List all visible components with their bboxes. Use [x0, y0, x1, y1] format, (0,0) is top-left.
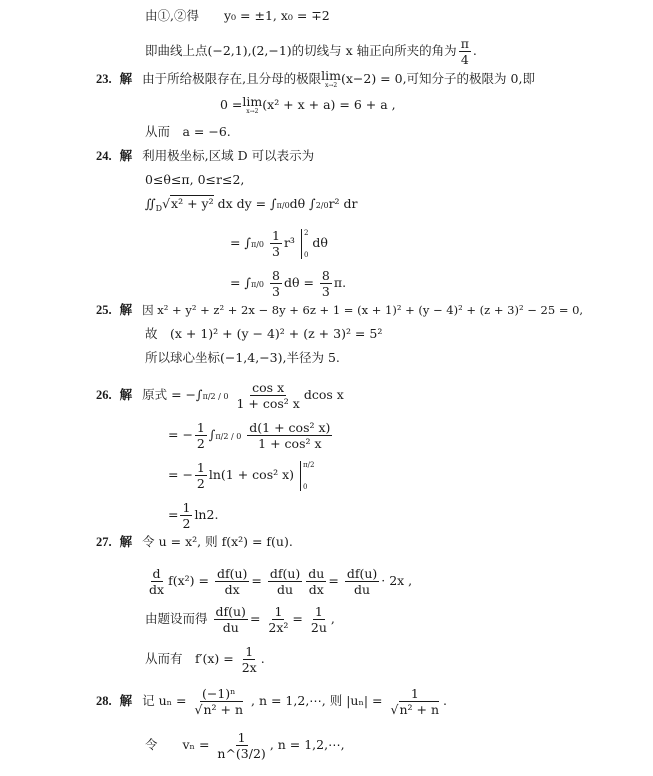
- solution-label: 解: [119, 71, 133, 86]
- p26-line2: = − $\frac{1}{2}$ ∫π/2 / 0 $\frac{\text{d(1 + cos² x)}}{\text{1 + cos² x}}$: [168, 420, 331, 451]
- fraction: $\frac{df(u)}{du}$: [269, 566, 301, 597]
- fraction: $\frac{du}{dx}$: [308, 566, 325, 597]
- p26-line1: 26. 解 原式 = −∫π/2 / 0 $\frac{\text{cos x}}{\text{1 + cos² x}}$ dcos x: [96, 380, 344, 411]
- fraction: $\frac{1}{n\^{}(3/2)}$: [217, 730, 266, 761]
- solution-label: 解: [119, 534, 133, 549]
- fraction: $\frac{1}{2}$: [182, 500, 191, 531]
- fraction: $\frac{1}{2}$: [196, 460, 205, 491]
- fraction: $\frac{\text{d(1 + cos² x)}}{\text{1 + cos² x}}$: [249, 420, 331, 451]
- p24-line1: 24. 解 利用极坐标,区域 D 可以表示为: [96, 148, 315, 163]
- fraction: $\frac{d}{dx}$: [149, 566, 165, 597]
- p24-line4: = ∫π/0 $\frac{1}{3}$ r³ 2 0 dθ: [230, 228, 328, 259]
- fraction: $\frac{1}{3}$: [272, 228, 280, 259]
- solution-label: 解: [119, 387, 133, 402]
- fraction: $\frac{1}{2u}$: [310, 604, 327, 635]
- problem-number: 23.: [96, 72, 112, 86]
- p27-line4: 从而有 f′(x) = $\frac{1}{2x}$ .: [145, 644, 265, 675]
- fraction: $\frac{1}{2x}$: [241, 644, 257, 675]
- fraction: $\frac{1}{\text{√n² + n}}$: [390, 686, 440, 717]
- evaluation-bar: [301, 229, 302, 259]
- problem-number: 25.: [96, 303, 112, 317]
- evaluation-bar: [300, 461, 301, 491]
- fraction: $\frac{\pi}{4}$: [460, 36, 469, 67]
- fraction: $\frac{\text{cos x}}{\text{1 + cos² x}}$: [236, 380, 300, 411]
- limit-operator: lim x→2: [321, 68, 341, 89]
- p25-line2: 故 (x + 1)² + (y − 4)² + (z + 3)² = 5²: [145, 326, 383, 341]
- fraction: $\frac{8}{3}$: [321, 268, 330, 299]
- fraction: $\frac{\text{(−1)ⁿ}}{\text{√n² + n}}$: [194, 686, 244, 717]
- fraction: $\frac{df(u)}{du}$: [215, 604, 246, 635]
- fraction: $\frac{df(u)}{dx}$: [216, 566, 248, 597]
- p27-line2: $\frac{d}{dx}$ f(x²) = $\frac{df(u)}{dx}$ = $\frac{df(u)}{du}$ $\frac{du}{dx}$ = $\frac{df(u)}{du}$ · 2x ,: [149, 566, 413, 597]
- p22-line2: 即曲线上点(−2,1),(2,−1)的切线与 x 轴正向所夹的角为 $\frac{\pi}{4}$ .: [145, 36, 477, 67]
- p26-line4: = $\frac{1}{2}$ ln2.: [168, 500, 219, 531]
- p24-line3: $∬_D√x^2 + y^2$ dx dy = ∫π/0dθ ∫2/0r² dr: [145, 196, 358, 213]
- fraction: $\frac{1}{\text{2x²}}$: [268, 604, 289, 635]
- problem-number: 24.: [96, 149, 112, 163]
- limit-operator: lim x→2: [242, 94, 263, 115]
- p27-line3: 由题设而得 $\frac{df(u)}{du}$ = $\frac{1}{\text{2x²}}$ = $\frac{1}{2u}$ ,: [145, 604, 335, 635]
- p23-line1: 23. 解 由于所给极限存在,且分母的极限 lim x→2 (x−2) = 0,可知分子的极限为 0,即: [96, 68, 535, 89]
- solution-label: 解: [119, 302, 133, 317]
- p24-line2: 0≤θ≤π, 0≤r≤2,: [145, 172, 245, 187]
- problem-number: 28.: [96, 694, 112, 708]
- solution-label: 解: [119, 148, 133, 163]
- p27-line1: 27. 解 令 u = x², 则 f(x²) = f(u).: [96, 534, 293, 549]
- p25-line1: 25. 解 因 x² + y² + z² + 2x − 8y + 6z + 1 = (x + 1)² + (y − 4)² + (z + 3)² − 25 = 0,: [96, 302, 584, 317]
- p28-line1: 28. 解 记 uₙ = $\frac{\text{(−1)ⁿ}}{\text{√n² + n}}$ , n = 1,2,⋯, 则 |uₙ| = $\frac{1}{\text{√n² + n}}$ .: [96, 686, 448, 717]
- p24-line5: = ∫π/0 $\frac{8}{3}$ dθ = $\frac{8}{3}$ π.: [230, 268, 347, 299]
- problem-number: 26.: [96, 388, 112, 402]
- fraction: $\frac{df(u)}{du}$: [346, 566, 378, 597]
- p22-line1: 由①,②得 y₀ = ±1, x₀ = ∓2: [145, 8, 330, 23]
- p23-line2: 0 = lim x→2 (x² + x + a) = 6 + a ,: [220, 94, 396, 115]
- p25-line3: 所以球心坐标(−1,4,−3),半径为 5.: [145, 350, 340, 365]
- problem-number: 27.: [96, 535, 112, 549]
- p26-line3: = − $\frac{1}{2}$ ln(1 + cos² x) π/2 0: [168, 460, 315, 491]
- fraction: $\frac{8}{3}$: [272, 268, 280, 299]
- solution-label: 解: [119, 693, 133, 708]
- p23-line3: 从而 a = −6.: [145, 124, 231, 139]
- fraction: $\frac{1}{2}$: [196, 420, 205, 451]
- p28-line2: 令 vₙ = $\frac{1}{n\^{}(3/2)}$ , n = 1,2,⋯,: [145, 730, 345, 761]
